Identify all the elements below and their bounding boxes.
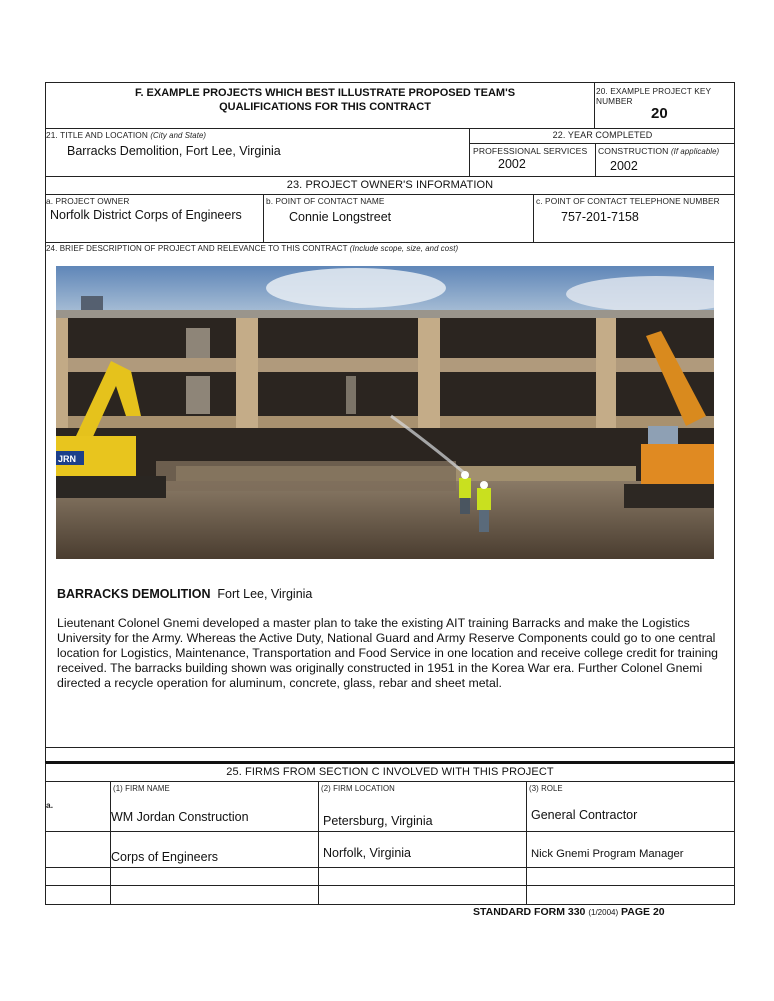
- poc-name-label: b. POINT OF CONTACT NAME: [266, 196, 385, 206]
- footer-form-name: STANDARD FORM 330: [473, 906, 586, 918]
- photo-column: [418, 318, 440, 428]
- firm-name[interactable]: WM Jordan Construction: [111, 810, 249, 824]
- professional-services-value[interactable]: 2002: [498, 157, 526, 171]
- footer-page: PAGE 20: [621, 906, 665, 918]
- photo-cloud: [266, 268, 446, 308]
- firms-col-role: (3) ROLE: [529, 784, 563, 793]
- photo-excavator-tracks: [624, 484, 714, 508]
- title-location-value[interactable]: Barracks Demolition, Fort Lee, Virginia: [67, 144, 281, 158]
- key-number-value: 20: [651, 105, 668, 122]
- firms-col-name: (1) FIRM NAME: [113, 784, 170, 793]
- divider: [526, 781, 527, 905]
- divider: [45, 831, 735, 832]
- professional-services-label: PROFESSIONAL SERVICES: [473, 146, 588, 156]
- firm-name[interactable]: Corps of Engineers: [111, 850, 219, 864]
- divider: [45, 781, 735, 782]
- photo-rooftop-unit: [81, 296, 103, 310]
- divider: [318, 781, 319, 905]
- form-footer: [473, 906, 665, 918]
- photo-roof: [56, 310, 714, 318]
- photo-excavator-body: [641, 444, 714, 484]
- construction-value[interactable]: 2002: [610, 159, 638, 173]
- divider: [263, 194, 264, 242]
- divider: [45, 194, 735, 195]
- photo-debris: [156, 461, 456, 491]
- divider: [533, 194, 534, 242]
- firms-col-location: (2) FIRM LOCATION: [321, 784, 395, 793]
- photo-worker-helmet: [480, 481, 488, 489]
- firm-row-marker: a.: [46, 800, 54, 810]
- section-title-line2: QUALIFICATIONS FOR THIS CONTRACT: [219, 101, 431, 113]
- divider: [595, 143, 596, 176]
- owner-info-header: 23. PROJECT OWNER'S INFORMATION: [286, 179, 494, 191]
- divider: [110, 781, 111, 905]
- description-label: 24. BRIEF DESCRIPTION OF PROJECT AND RELEVANCE TO THIS CONTRACT (Include scope, size, and cost): [46, 244, 459, 253]
- divider: [45, 242, 735, 243]
- section-title-line1: F. EXAMPLE PROJECTS WHICH BEST ILLUSTRATE PROPOSED TEAM'S: [134, 87, 516, 99]
- divider: [45, 176, 735, 177]
- description-body[interactable]: Lieutenant Colonel Gnemi developed a master plan to take the existing AIT training Barracks and make the Logistics University for the Army. Whereas the Active Duty, National Guard and Army Reserve Components could go to one central location for Logistics, Maintenance, Transportation and Food Service in one location and receive college credit for training received. The barracks building shown was originally constructed in 1951 in the Korea War era. Further Colonel Gnemi directed a recycle operation for aluminum, concrete, glass, rebar and sheet metal.: [57, 616, 718, 690]
- photo-interior-wall: [346, 376, 356, 414]
- description-title: [57, 587, 312, 601]
- description-title-location: Fort Lee, Virginia: [217, 587, 313, 601]
- year-completed-label: 22. YEAR COMPLETED: [552, 130, 653, 140]
- divider: [594, 82, 595, 128]
- photo-column: [596, 318, 616, 428]
- project-photo: [56, 266, 714, 559]
- construction-label: CONSTRUCTION (If applicable): [598, 146, 720, 156]
- photo-worker-legs: [460, 498, 470, 514]
- photo-worker-helmet: [461, 471, 469, 479]
- divider: [45, 128, 735, 129]
- photo-worker-legs: [479, 510, 489, 532]
- photo-interior-wall: [186, 376, 210, 414]
- poc-name-value[interactable]: Connie Longstreet: [289, 210, 392, 224]
- photo-interior-wall: [186, 328, 210, 358]
- photo-worker: [477, 488, 491, 510]
- photo-column: [56, 318, 68, 428]
- divider: [45, 747, 735, 748]
- firm-location[interactable]: Petersburg, Virginia: [323, 814, 433, 828]
- divider: [469, 143, 735, 144]
- poc-phone-label: c. POINT OF CONTACT TELEPHONE NUMBER: [536, 196, 720, 206]
- divider: [45, 867, 735, 868]
- project-owner-value[interactable]: Norfolk District Corps of Engineers: [50, 208, 242, 222]
- firms-header: 25. FIRMS FROM SECTION C INVOLVED WITH THIS PROJECT: [226, 766, 554, 778]
- footer-form-date: (1/2004): [588, 908, 619, 917]
- divider: [45, 885, 735, 886]
- key-number-label: 20. EXAMPLE PROJECT KEY NUMBER: [596, 86, 712, 106]
- firm-role[interactable]: Nick Gnemi Program Manager: [531, 848, 684, 860]
- title-location-label: 21. TITLE AND LOCATION (City and State): [46, 130, 207, 140]
- photo-sign-text: JRN: [58, 454, 77, 464]
- section-title: [60, 86, 590, 114]
- project-owner-label: a. PROJECT OWNER: [46, 196, 130, 206]
- firm-location[interactable]: Norfolk, Virginia: [323, 846, 412, 860]
- poc-phone-value[interactable]: 757-201-7158: [561, 210, 639, 224]
- description-title-bold: BARRACKS DEMOLITION: [57, 587, 211, 601]
- photo-excavator-tracks: [56, 476, 166, 498]
- firm-role[interactable]: General Contractor: [531, 808, 638, 822]
- photo-column: [236, 318, 258, 428]
- photo-worker: [459, 478, 471, 498]
- demolition-photo: [56, 266, 714, 559]
